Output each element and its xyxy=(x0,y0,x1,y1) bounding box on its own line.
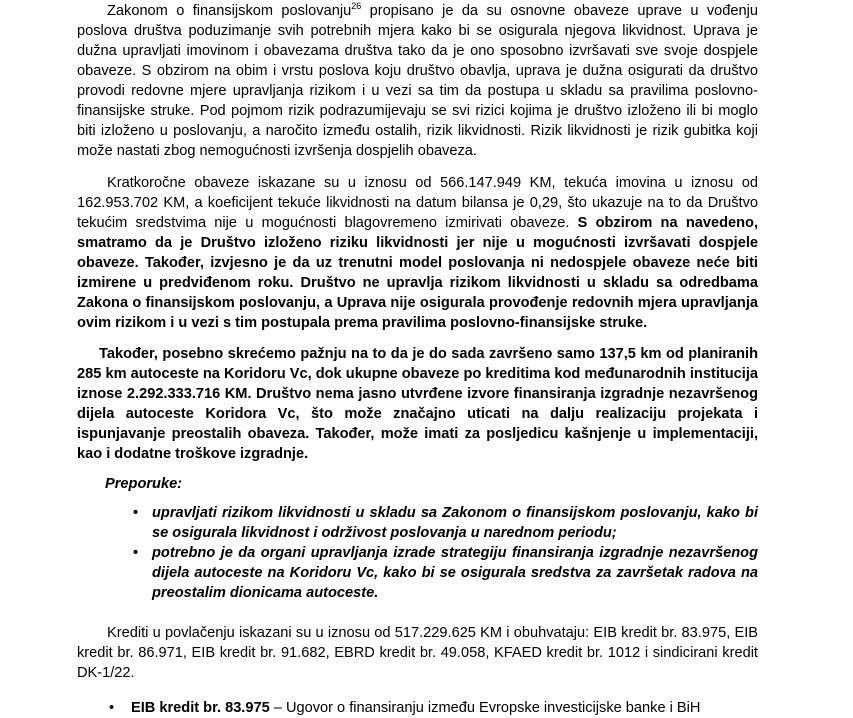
credit-item-title: EIB kredit br. 83.975 xyxy=(131,700,270,716)
paragraph-short-term-liabilities xyxy=(77,173,758,333)
recommendation-item: • potrebno je da organi upravljanja izrade strategiju finansiranja izgradnje nezavršenog dijela autoceste na Koridoru Vc, kako bi se osigurala sredstva za završetak radova na preostalim dionicama autoceste. xyxy=(152,543,758,603)
law-reference: Zakonom o finansijskom poslovanju xyxy=(107,3,352,19)
credits-list xyxy=(77,698,758,718)
credit-item xyxy=(131,698,758,718)
document-body xyxy=(77,0,758,718)
paragraph-corridor-vc: Također, posebno skrećemo pažnju na to da je do sada završeno samo 137,5 km od planiranih 285 km autoceste na Koridoru Vc, dok ukupne obaveze po kreditima kod međunarodnih institucija iznose 2.292.333.716 KM. Društvo nema jasno utvrđene izvore finansiranja izgradnje nezavršenog dijela autoceste Koridora Vc, što može značajno uticati na dalju realizaciju projekata i ispunjavanje preostalih obaveza. Također, može imati za posljedicu kašnjenje u implementaciji, kao i dodatne troškove izgradnje. xyxy=(77,346,758,462)
footnote-marker: 26 xyxy=(351,1,362,12)
recommendations-heading: Preporuke: xyxy=(105,476,183,492)
credit-item-text: – Ugovor o finansiranju između Evropske investicijske banke i BiH xyxy=(269,700,701,716)
paragraph-liabilities-conclusion: S obzirom na navedeno, smatramo da je Društvo izloženo riziku likvidnosti jer nije u mogućnosti izvršavati dospjele obaveze. Također, izvjesno je da uz trenutni model poslovanja ni nedospjele obaveze neće biti izmirene u predviđenom roku. Društvo ne upravlja rizikom likvidnosti u skladu sa odredbama Zakona o finansijskom poslovanju, a Uprava nije osigurala provođenje redovnih mjera upravljanja ovim rizikom i u vezi s tim postupala prema pravilima poslovno-finansijske struke. xyxy=(77,215,758,331)
paragraph-liquidity-law-text: propisano je da su osnovne obaveze uprave u vođenju poslova društva poduzimanje svih potrebnih mjera kako bi se osigurala njegova likvidnost. Uprava je dužna upravljati imovinom i obavezama društva tako da je ono sposobno izvršavati sve svoje dospjele obaveze. S obzirom na obim i vrstu poslova koju društvo obavlja, uprava je dužna osigurati da društvo provodi redovne mjere upravljanja rizikom i u vezi sa tim da postupa u skladu sa pravilima poslovno-finansijske struke. Pod pojmom rizik podrazumijevaju se svi rizici kojima je društvo izloženo ili bi moglo biti izloženo u poslovanju, a naročito između ostalih, rizik likvidnosti. Rizik likvidnosti je rizik gubitka koji može nastati zbog nemogućnosti izvršenja dospjelih obaveza. xyxy=(77,3,758,159)
paragraph-loans-drawdown: Krediti u povlačenju iskazani su u iznosu od 517.229.625 KM i obuhvataju: EIB kredit br. 83.975, EIB kredit br. 86.971, EIB kredit br. 91.682, EBRD kredit br. 49.058, KFAED kredit br. 1012 i sindicirani kredit DK-1/22. xyxy=(77,625,758,681)
recommendations-list xyxy=(77,503,758,603)
paragraph-liquidity-law xyxy=(77,1,758,161)
paragraph-liabilities-text: Kratkoročne obaveze iskazane su u iznosu od 566.147.949 KM, tekuća imovina u iznosu od 162.953.702 KM, a koeficijent tekuće likvidnosti na datum bilansa je 0,29, što ukazuje na to da Društvo tekućim sredstvima nije u mogućnosti blagovremeno izmirivati obaveze. xyxy=(77,175,758,231)
recommendation-item: • upravljati rizikom likvidnosti u skladu sa Zakonom o finansijskom poslovanju, kako bi se osigurala likvidnost i održivost poslovanja u narednom periodu; xyxy=(152,503,758,543)
